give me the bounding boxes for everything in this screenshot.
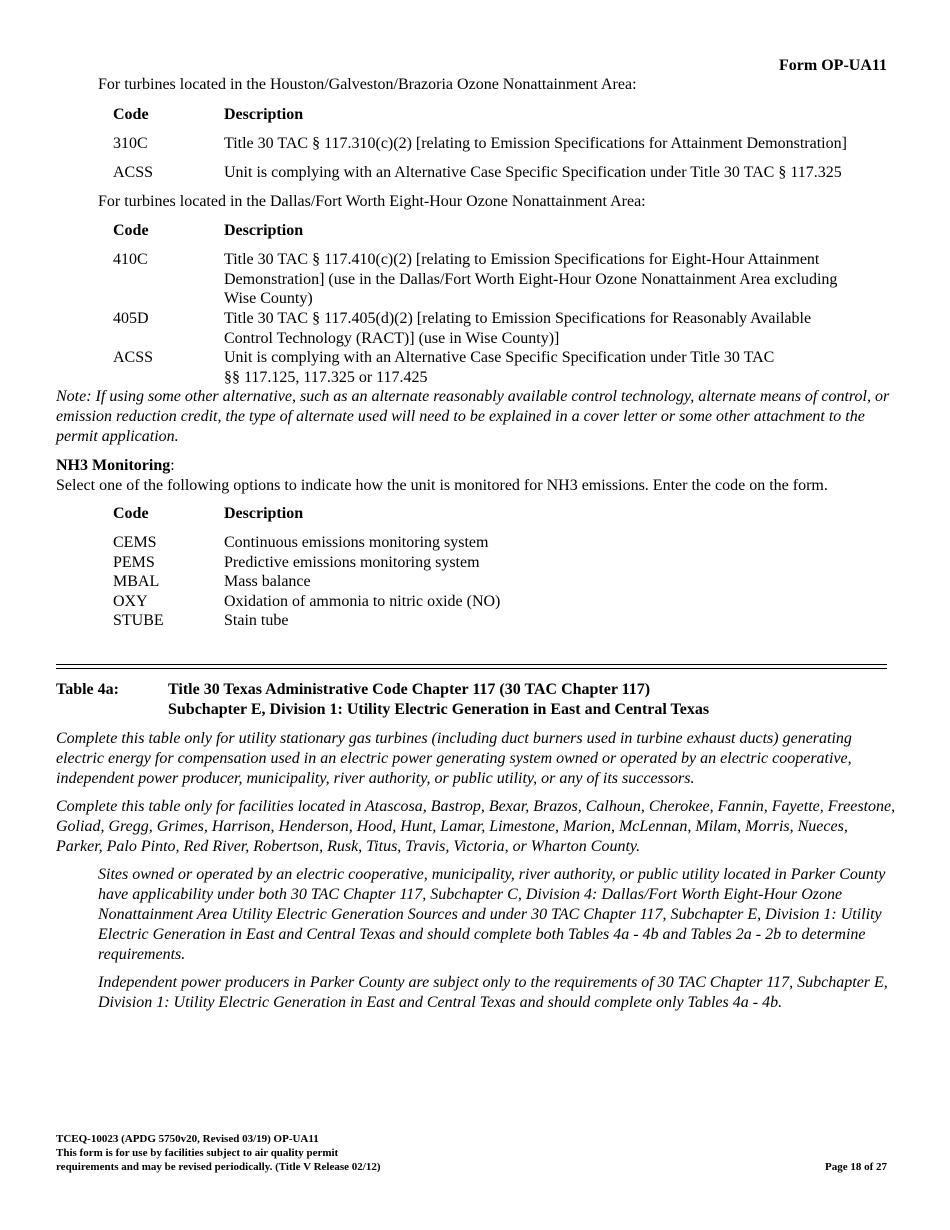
houston-code-header: Code: [113, 106, 149, 123]
alternative-note: Note: If using some other alternative, such as an alternate reasonably available control technology, alternate means of control, or emission reduction credit, the type of alternate used will need to be explained in a cover letter or some other attachment to the permit application.: [56, 388, 890, 445]
nh3-row-description: Predictive emissions monitoring system: [224, 554, 480, 571]
table-4a-paragraph-2: Complete this table only for facilities located in Atascosa, Bastrop, Bexar, Brazos, Calhoun, Cherokee, Fannin, Fayette, Freestone, Goliad, Gregg, Grimes, Harrison, Henderson, Hood, Hunt, Lamar, Limestone, Marion, McLennan, Milam, Morris, Nueces, Parker, Palo Pinto, Red River, Robertson, Rusk, Titus, Travis, Victoria, or Wharton County.: [56, 798, 896, 855]
nh3-row-code: MBAL: [113, 573, 160, 590]
nh3-heading: NH3 Monitoring: [56, 457, 171, 474]
nh3-code-header: Code: [113, 505, 149, 522]
nh3-row-description: Oxidation of ammonia to nitric oxide (NO): [224, 593, 501, 610]
dfw-row-code: 405D: [113, 310, 149, 327]
dfw-row-description-line: Title 30 TAC § 117.410(c)(2) [relating to Emission Specifications for Eight-Hour Attainment: [224, 251, 820, 268]
nh3-heading-colon: :: [170, 457, 175, 474]
nh3-row-code: PEMS: [113, 554, 155, 571]
footer-usage-line1: This form is for use by facilities subject to air quality permit: [56, 1147, 339, 1159]
table-4a-paragraph-4: Independent power producers in Parker County are subject only to the requirements of 30 TAC Chapter 117, Subchapter E, Division 1: Utility Electric Generation in East and Central Texas and should complete only Tables 4a - 4b.: [98, 974, 888, 1011]
nh3-row-description: Mass balance: [224, 573, 311, 590]
houston-row-description: Unit is complying with an Alternative Case Specific Specification under Title 30 TAC § 117.325: [224, 164, 842, 181]
nh3-heading-wrap: [56, 456, 175, 476]
houston-row-code: ACSS: [113, 164, 154, 181]
table-4a-title-line2: Subchapter E, Division 1: Utility Electric Generation in East and Central Texas: [168, 701, 710, 718]
nh3-row-code: STUBE: [113, 612, 164, 629]
houston-row-code: 310C: [113, 135, 148, 152]
dfw-row-description-line: Unit is complying with an Alternative Case Specific Specification under Title 30 TAC: [224, 349, 775, 366]
dfw-row-code: ACSS: [113, 349, 154, 366]
section-divider-bottom: [56, 668, 887, 669]
houston-description-header: Description: [224, 106, 304, 123]
table-4a-paragraph-3: Sites owned or operated by an electric cooperative, municipality, river authority, or public utility located in Parker County have applicability under both 30 TAC Chapter 117, Subchapter C, Division 4: Dallas/Fort Worth Eight-Hour Ozone Nonattainment Area Utility Electric Generation Sources and under 30 TAC Chapter 117, Subchapter E, Division 1: Utility Electric Generation in East and Central Texas and should complete both Tables 4a - 4b and Tables 2a - 2b to determine requirements.: [98, 866, 886, 963]
nh3-row-description: Continuous emissions monitoring system: [224, 534, 489, 551]
section-divider-top: [56, 664, 887, 665]
nh3-instruction: Select one of the following options to indicate how the unit is monitored for NH3 emissions. Enter the code on the form.: [56, 477, 828, 494]
houston-row-description: Title 30 TAC § 117.310(c)(2) [relating to Emission Specifications for Attainment Demonstration]: [224, 135, 847, 152]
footer-form-number: TCEQ-10023 (APDG 5750v20, Revised 03/19) OP-UA11: [56, 1133, 319, 1145]
nh3-row-code: OXY: [113, 593, 148, 610]
dfw-row-description-line: Demonstration] (use in the Dallas/Fort Worth Eight-Hour Ozone Nonattainment Area excluding: [224, 271, 838, 288]
dfw-intro: For turbines located in the Dallas/Fort Worth Eight-Hour Ozone Nonattainment Area:: [98, 193, 646, 210]
dfw-row-description-line: Wise County): [224, 290, 313, 307]
table-4a-title-line1: Title 30 Texas Administrative Code Chapter 117 (30 TAC Chapter 117): [168, 681, 651, 698]
dfw-row-description-line: §§ 117.125, 117.325 or 117.425: [224, 369, 428, 386]
nh3-row-code: CEMS: [113, 534, 157, 551]
dfw-row-description-line: Title 30 TAC § 117.405(d)(2) [relating to Emission Specifications for Reasonably Available: [224, 310, 812, 327]
nh3-row-description: Stain tube: [224, 612, 289, 629]
dfw-row-code: 410C: [113, 251, 148, 268]
dfw-description-header: Description: [224, 222, 304, 239]
footer-usage-line2: requirements and may be revised periodically. (Title V Release 02/12): [56, 1161, 381, 1173]
dfw-row-description-line: Control Technology (RACT)] (use in Wise County)]: [224, 330, 560, 347]
page-number: Page 18 of 27: [824, 1161, 887, 1173]
table-4a-label: Table 4a:: [56, 681, 119, 698]
form-id: Form OP-UA11: [779, 57, 887, 74]
dfw-code-header: Code: [113, 222, 149, 239]
nh3-description-header: Description: [224, 505, 304, 522]
table-4a-paragraph-1: Complete this table only for utility stationary gas turbines (including duct burners used in turbine exhaust ducts) generating electric energy for compensation used in an electric power generating system owned or operated by an electric cooperative, independent power producer, municipality, river authority, or public utility, or any of its successors.: [56, 730, 852, 787]
houston-intro: For turbines located in the Houston/Galveston/Brazoria Ozone Nonattainment Area:: [98, 76, 637, 93]
